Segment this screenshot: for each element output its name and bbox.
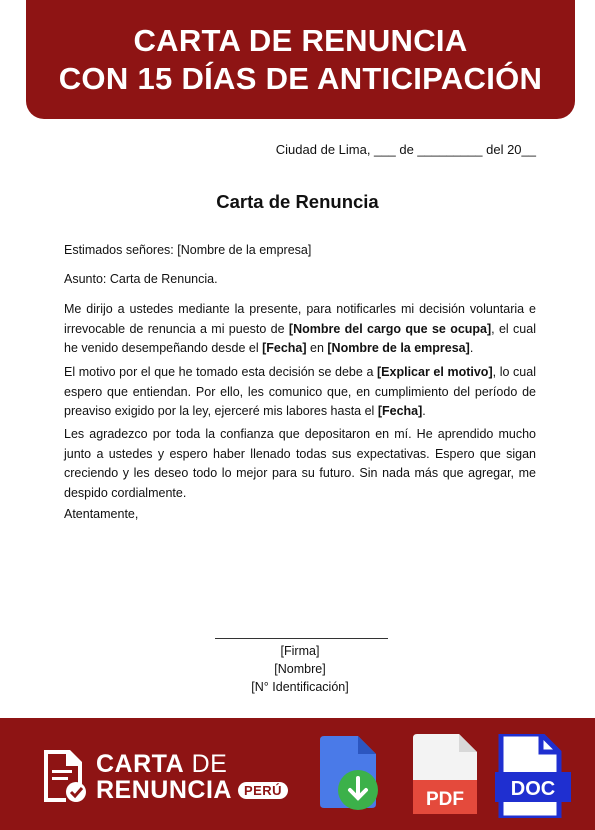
logo-word-carta: CARTA [96, 750, 185, 778]
letter-dateline: Ciudad de Lima, ___ de _________ del 20__ [275, 142, 536, 157]
document-check-icon [40, 748, 88, 804]
footer-bar [0, 718, 595, 830]
logo-word-de: DE [184, 750, 228, 778]
google-docs-download-icon[interactable] [318, 734, 380, 812]
p1-placeholder-cargo: [Nombre del cargo que se ocupa] [288, 321, 492, 336]
brand-logo [96, 752, 288, 803]
letter-subject: Asunto: Carta de Renuncia. [64, 272, 218, 286]
p2-text-1: El motivo por el que he tomado esta decisión se debe a [64, 365, 378, 379]
p1-placeholder-empresa: [Nombre de la empresa] [327, 341, 470, 355]
p1-text-1: Me dirijo a ustedes mediante la presente, para notificarles mi decisión voluntaria e irrevocable de renuncia a mi puesto de [64, 302, 536, 336]
logo-country-badge: PERÚ [238, 782, 288, 799]
letter-paragraph-1 [64, 300, 536, 359]
p2-placeholder-fecha: [Fecha] [377, 404, 423, 418]
p1-text-4: . [469, 341, 474, 355]
letter-title: Carta de Renuncia [216, 191, 379, 212]
p1-placeholder-fecha: [Fecha] [262, 341, 307, 355]
logo-word-renuncia: RENUNCIA [96, 776, 232, 804]
letter-salutation: Estimados señores: [Nombre de la empresa] [64, 243, 312, 257]
title-banner [26, 0, 575, 119]
doc-label: DOC [510, 778, 556, 800]
p2-placeholder-motivo: [Explicar el motivo] [377, 365, 493, 379]
letter-closing: Atentamente, [64, 507, 139, 521]
banner-title-line1: CARTA DE RENUNCIA [133, 22, 468, 58]
banner-title-line2: CON 15 DÍAS DE ANTICIPACIÓN [58, 60, 543, 96]
signature-nombre: [Nombre] [274, 662, 326, 676]
letter-paragraph-3: Les agradezco por toda la confianza que depositaron en mí. He aprendido mucho junto a ustedes y espero haber llenado todas sus expectativas. Espero que sigan creciendo y les deseo todo lo mejor para su futuro. Sin nada más que agregar, me despido cordialmente. [64, 427, 536, 500]
p1-text-2: , el cual he venido desempeñando desde el [64, 321, 536, 355]
p2-text-2: , lo cual espero que entiendan. Por ello, les comunico que, en cumplimiento del período de preaviso exigido por la ley, ejerceré mis labores hasta el [64, 365, 536, 418]
signature-firma: [Firma] [280, 644, 320, 658]
signature-id: [N° Identificación] [251, 680, 349, 694]
p1-text-3: en [306, 341, 328, 355]
pdf-file-icon[interactable] [413, 734, 479, 814]
pdf-label: PDF [426, 789, 464, 810]
doc-file-icon[interactable] [495, 734, 573, 818]
letter-paragraph-2 [64, 363, 536, 422]
p2-text-3: . [422, 404, 426, 418]
signature-line [215, 638, 388, 639]
